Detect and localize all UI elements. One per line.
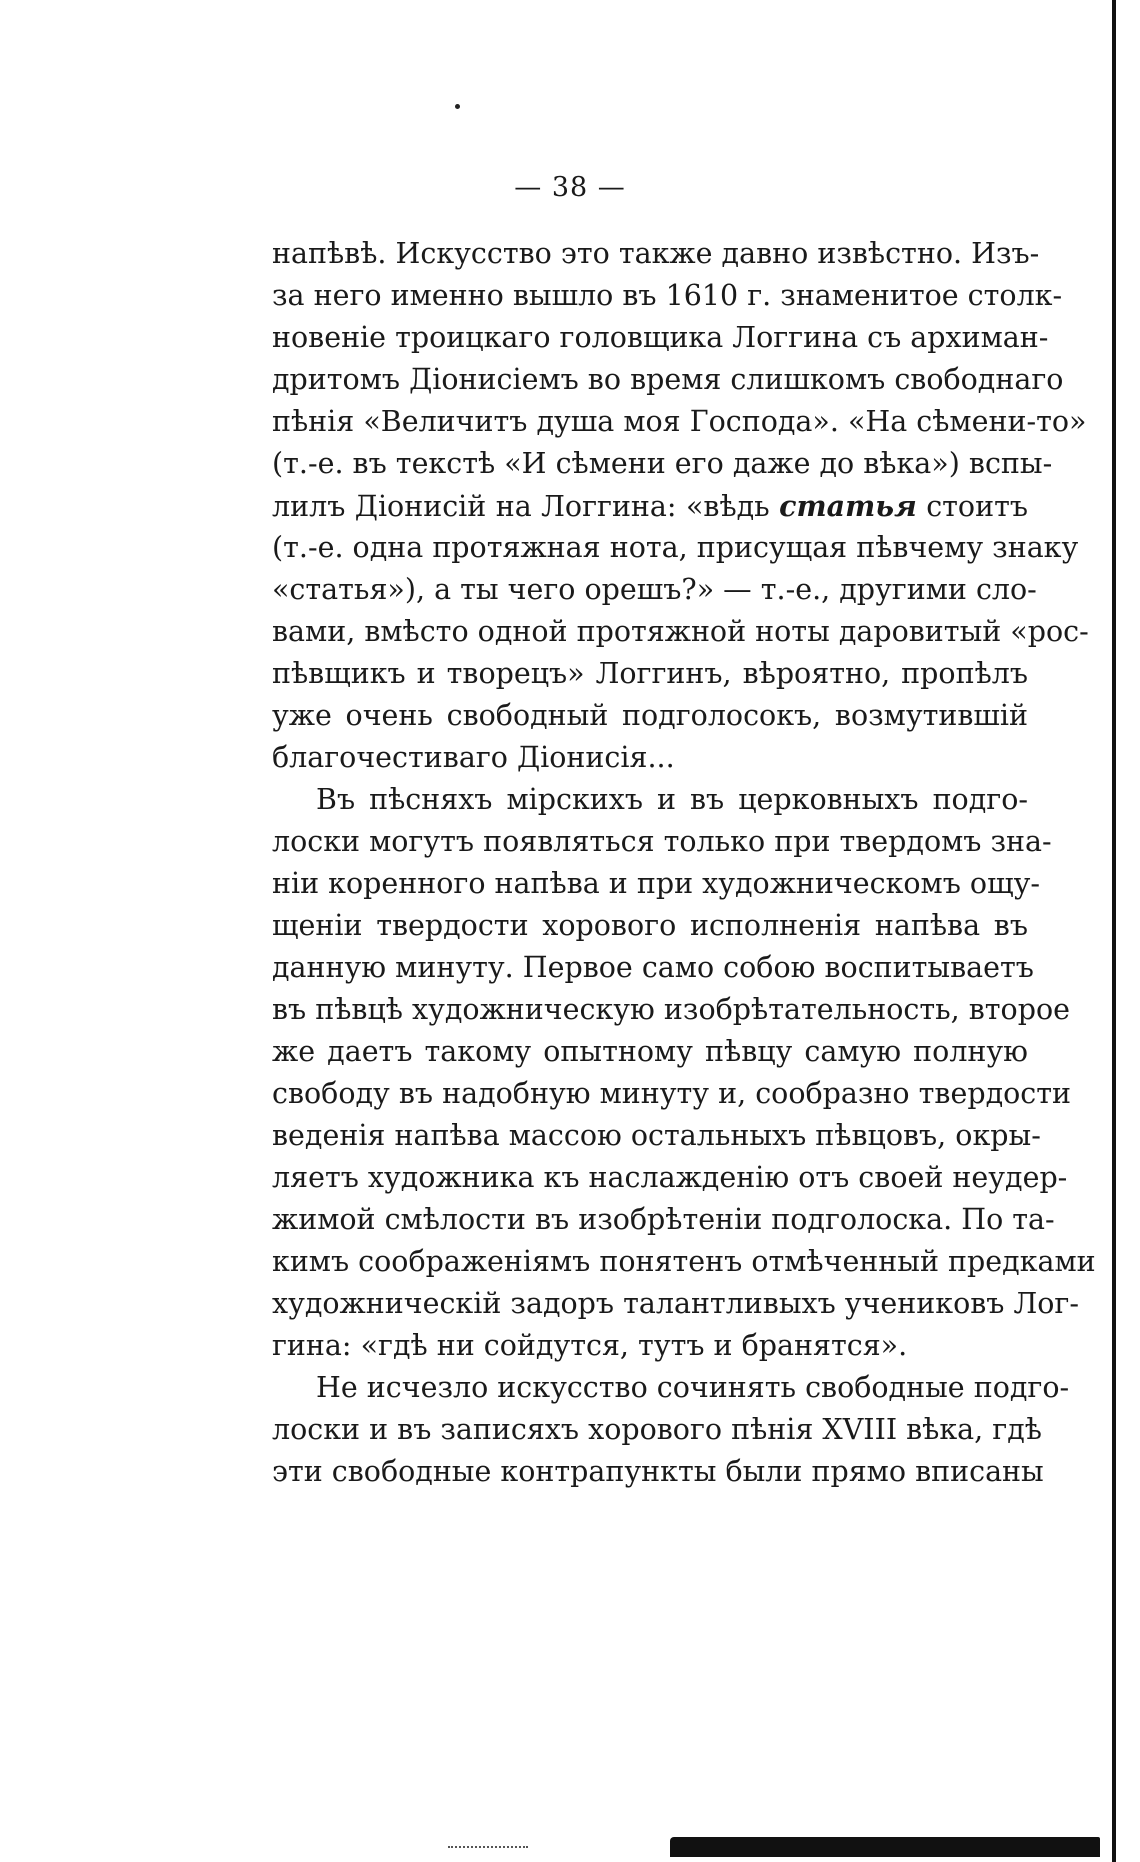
- print-speck: [455, 104, 460, 109]
- text-line: за него именно вышло въ 1610 г. знаменитое столк-: [272, 279, 1063, 312]
- text-line: щеніи твердости хорового исполненія напѣва въ: [272, 909, 1028, 942]
- text-line: пѣвщикъ и творецъ» Логгинъ, вѣроятно, пропѣлъ: [272, 657, 1028, 690]
- text-line: гина: «гдѣ ни сойдутся, тутъ и бранятся».: [272, 1329, 908, 1362]
- paragraph-2: [272, 779, 1096, 1367]
- text-line: напѣвѣ. Искусство это также давно извѣстно. Изъ-: [272, 237, 1040, 270]
- text-line: вами, вмѣсто одной протяжной ноты даровитый «рос-: [272, 615, 1089, 648]
- text-line: веденія напѣва массою остальныхъ пѣвцовъ, окры-: [272, 1119, 1041, 1152]
- text-line: свободу въ надобную минуту и, сообразно твердости: [272, 1077, 1072, 1110]
- text-line: дритомъ Діонисіемъ во время слишкомъ свободнаго: [272, 363, 1064, 396]
- line-head: лилъ Діонисій на Логгина: «вѣдь: [272, 490, 770, 523]
- text-line: (т.-е. одна протяжная нота, присущая пѣвчему знаку: [272, 531, 1079, 564]
- text-line: благочестиваго Діонисія...: [272, 741, 675, 774]
- text-line: художническій задоръ талантливыхъ учениковъ Лог-: [272, 1287, 1079, 1320]
- text-line: (т.-е. въ текстѣ «И сѣмени его даже до вѣка») вспы-: [272, 447, 1053, 480]
- text-line: ніи коренного напѣва и при художническомъ ощу-: [272, 867, 1040, 900]
- text-line: новеніе троицкаго головщика Логгина съ архиман-: [272, 321, 1049, 354]
- scan-artifact-dots: [448, 1846, 528, 1854]
- text-line: данную минуту. Первое само собою воспитываетъ: [272, 951, 1034, 984]
- text-line: эти свободные контрапункты были прямо вписаны: [272, 1455, 1044, 1488]
- page-edge-shadow: [1112, 0, 1116, 1862]
- text-line: пѣнія «Величитъ душа моя Господа». «На сѣмени-то»: [272, 405, 1087, 438]
- body-text: [272, 233, 1096, 1493]
- paragraph-3: [272, 1367, 1070, 1493]
- text-line: Въ пѣсняхъ мірскихъ и въ церковныхъ подго-: [316, 783, 1028, 816]
- text-line: уже очень свободный подголосокъ, возмутившій: [272, 699, 1028, 732]
- text-line: жимой смѣлости въ изобрѣтеніи подголоска. По та-: [272, 1203, 1055, 1236]
- text-line: лоски могутъ появляться только при твердомъ зна-: [272, 825, 1052, 858]
- text-line: же даетъ такому опытному пѣвцу самую полную: [272, 1035, 1028, 1068]
- text-line-with-italic: [272, 485, 1028, 527]
- paragraph-1: [272, 233, 1089, 779]
- text-line: лоски и въ записяхъ хорового пѣнія XVIII вѣка, гдѣ: [272, 1413, 1042, 1446]
- line-tail: стоитъ: [926, 490, 1028, 523]
- text-line: ляетъ художника къ наслажденію отъ своей неудер-: [272, 1161, 1068, 1194]
- scan-artifact-bar: [670, 1837, 1100, 1857]
- text-line: «статья»), а ты чего орешъ?» — т.-е., другими сло-: [272, 573, 1037, 606]
- text-line: Не исчезло искусство сочинять свободные подго-: [316, 1371, 1070, 1404]
- text-line: кимъ соображеніямъ понятенъ отмѣченный предками: [272, 1245, 1096, 1278]
- page-number: — 38 —: [514, 172, 626, 203]
- text-line: въ пѣвцѣ художническую изобрѣтательность, второе: [272, 993, 1070, 1026]
- italic-word: статья: [779, 489, 917, 523]
